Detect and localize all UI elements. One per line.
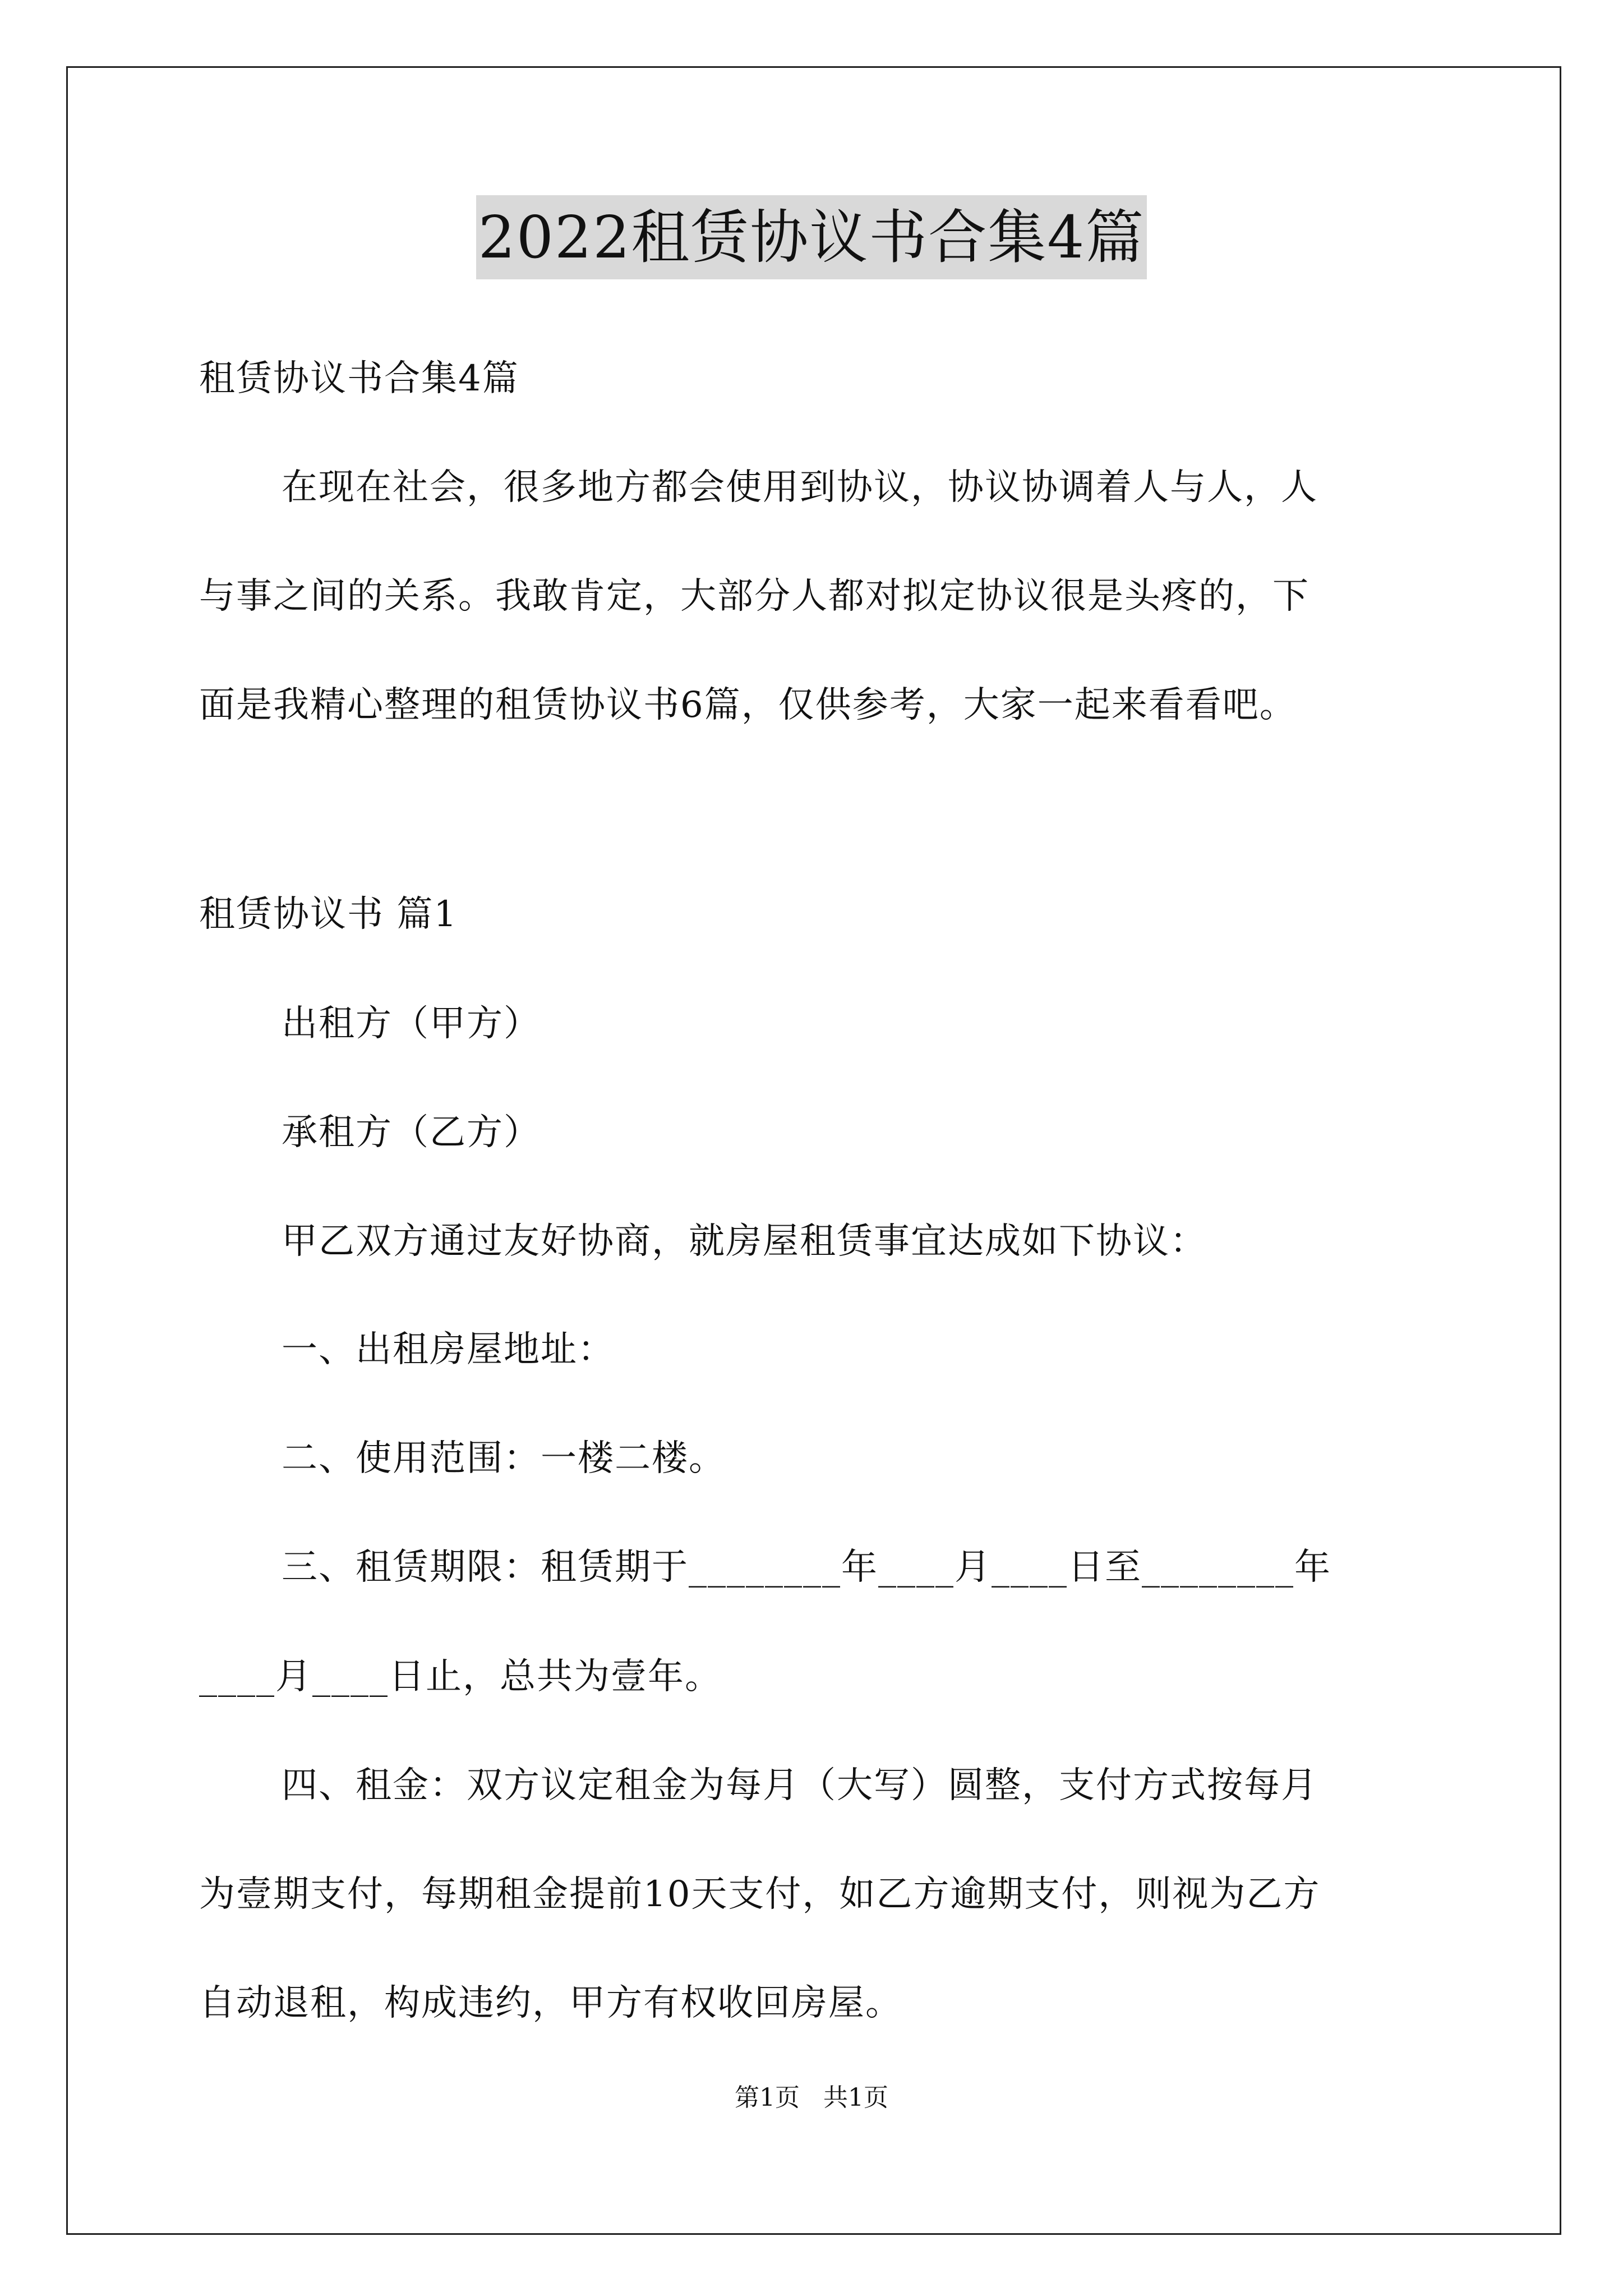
- clause-3-line-2: ____月____日止，总共为壹年。: [199, 1656, 722, 1697]
- clause-3-line-1: 三、租赁期限：租赁期于________年____月____日至________年: [282, 1547, 1331, 1588]
- page-number-total: 共1页: [823, 2083, 888, 2112]
- clause-4-line-3: 自动退租，构成违约，甲方有权收回房屋。: [199, 1982, 902, 2024]
- agreement-intro: 甲乙双方通过友好协商，就房屋租赁事宜达成如下协议：: [282, 1221, 1207, 1262]
- title-container: [0, 195, 1623, 279]
- clause-4-line-2: 为壹期支付，每期租金提前10天支付，如乙方逾期支付，则视为乙方: [199, 1874, 1321, 1915]
- page-number-current: 第1页: [735, 2083, 800, 2112]
- lessor-line: 出租方（甲方）: [282, 1003, 541, 1045]
- page-footer: [0, 2081, 1623, 2115]
- clause-2: 二、使用范围：一楼二楼。: [282, 1438, 726, 1479]
- document-subtitle: 租赁协议书合集4篇: [199, 358, 519, 399]
- intro-line-2: 与事之间的关系。我敢肯定，大部分人都对拟定协议很是头疼的，下: [199, 576, 1310, 617]
- section-heading: 租赁协议书 篇1: [199, 894, 458, 935]
- intro-line-3: 面是我精心整理的租赁协议书6篇，仅供参考，大家一起来看看吧。: [199, 684, 1297, 726]
- lessee-line: 承租方（乙方）: [282, 1112, 541, 1153]
- clause-1: 一、出租房屋地址：: [282, 1329, 615, 1370]
- clause-4-line-1: 四、租金：双方议定租金为每月（大写）圆整，支付方式按每月: [282, 1765, 1318, 1806]
- document-title: 2022租赁协议书合集4篇: [476, 195, 1147, 279]
- intro-line-1: 在现在社会，很多地方都会使用到协议，协议协调着人与人，人: [282, 467, 1318, 508]
